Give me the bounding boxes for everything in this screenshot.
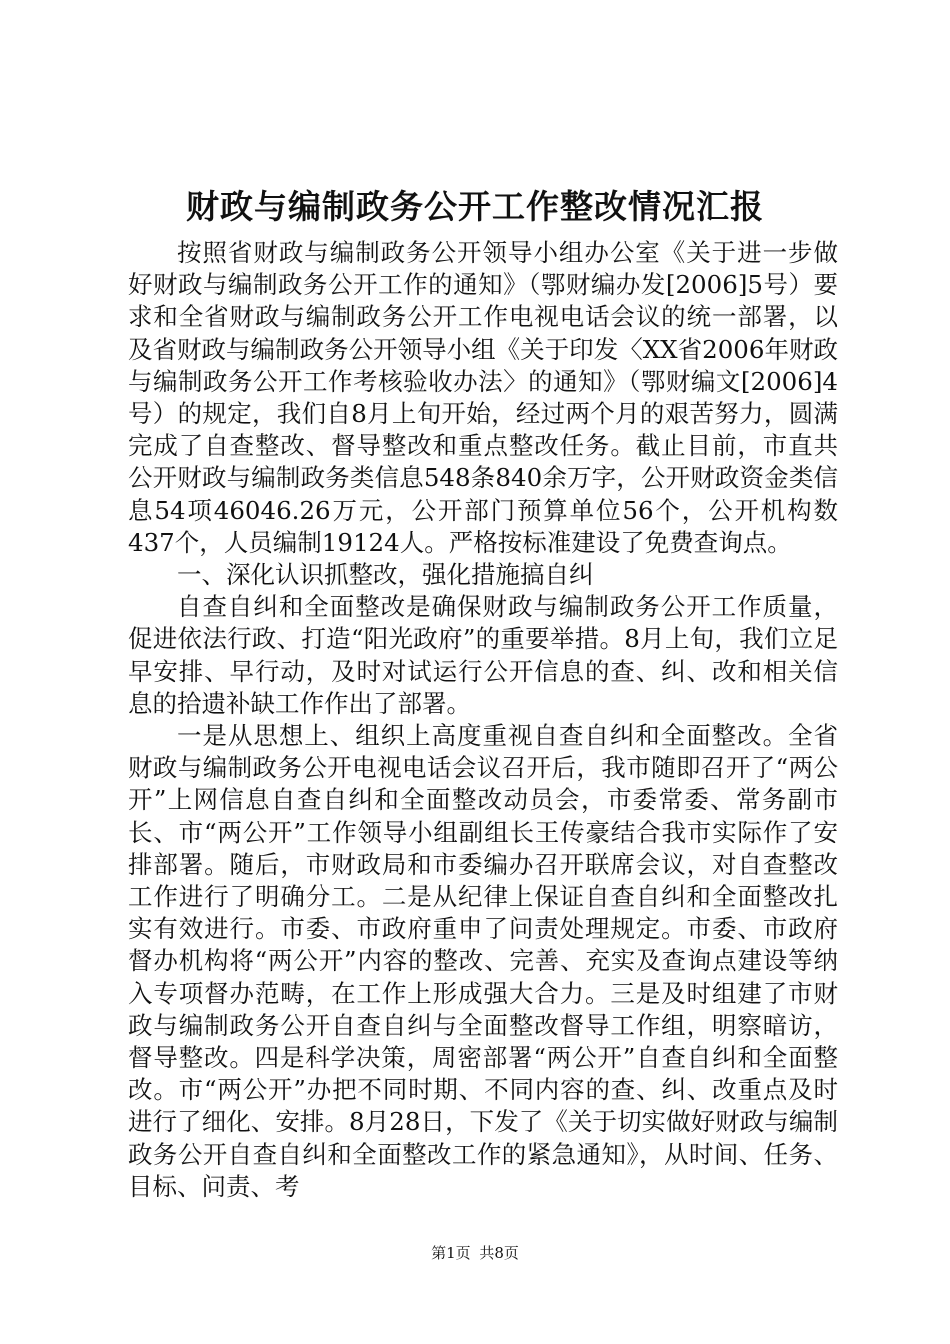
paragraph-2: 自查自纠和全面整改是确保财政与编制政务公开工作质量，促进依法行政、打造“阳光政府”的重要举措。8月上旬，我们立足早安排、早行动，及时对试运行公开信息的查、纠、改和相关信息的拾遗补缺工作作出了部署。 (128, 592, 838, 718)
page-number-footer: 第1页 共8页 (431, 1244, 519, 1262)
paragraph-3: 一是从思想上、组织上高度重视自查自纠和全面整改。全省财政与编制政务公开电视电话会议召开后，我市随即召开了“两公开”上网信息自查自纠和全面整改动员会，市委常委、常务副市长、市“两公开”工作领导小组副组长王传豪结合我市实际作了安排部署。随后，市财政局和市委编办召开联席会议，对自查整改工作进行了明确分工。二是从纪律上保证自查自纠和全面整改扎实有效进行。市委、市政府重申了问责处理规定。市委、市政府督办机构将“两公开”内容的整改、完善、充实及查询点建设等纳入专项督办范畴，在工作上形成强大合力。三是及时组建了市财政与编制政务公开自查自纠与全面整改督导工作组，明察暗访，督导整改。四是科学决策，周密部署“两公开”自查自纠和全面整改。市“两公开”办把不同时期、不同内容的查、纠、改重点及时进行了细化、安排。8月28日，下发了《关于切实做好财政与编制政务公开自查自纠和全面整改工作的紧急通知》，从时间、任务、目标、问责、考 (128, 721, 838, 1201)
document-body (128, 237, 838, 1203)
section-heading-1: 一、深化认识抓整改，强化措施搞自纠 (177, 560, 594, 590)
document-title: 财政与编制政务公开工作整改情况汇报 (186, 187, 764, 226)
paragraph-intro: 按照省财政与编制政务公开领导小组办公室《关于进一步做好财政与编制政务公开工作的通知》（鄂财编办发[2006]5号）要求和全省财政与编制政务公开工作电视电话会议的统一部署，以及省财政与编制政务公开领导小组《关于印发〈XX省2006年财政与编制政务公开工作考核验收办法〉的通知》（鄂财编文[2006]4号）的规定，我们自8月上旬开始，经过两个月的艰苦努力，圆满完成了自查整改、督导整改和重点整改任务。截止目前，市直共公开财政与编制政务类信息548条840余万字，公开财政资金类信息54项46046.26万元，公开部门预算单位56个，公开机构数437个，人员编制19124人。严格按标准建设了免费查询点。 (128, 238, 838, 557)
